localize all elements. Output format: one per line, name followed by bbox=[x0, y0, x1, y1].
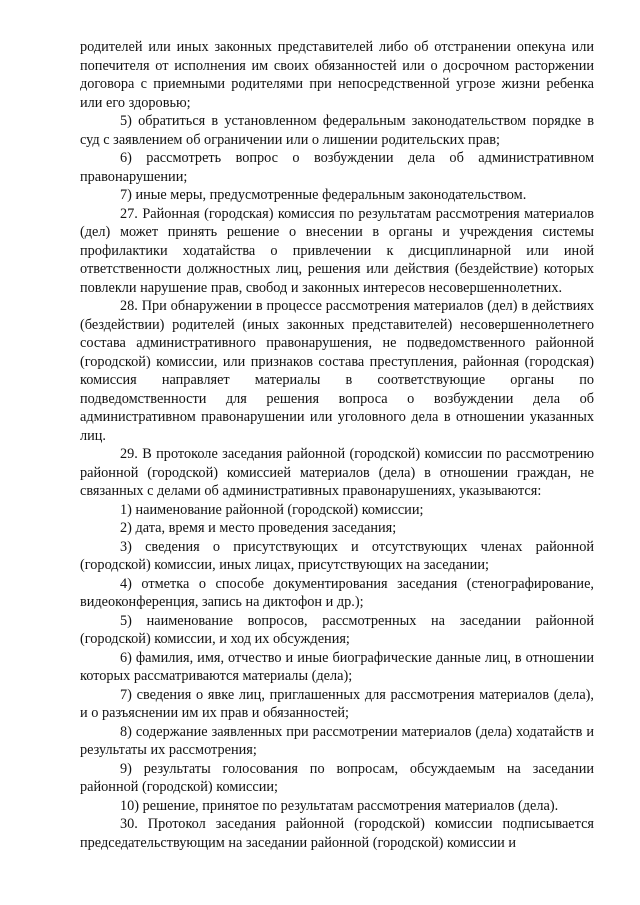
paragraph-list-item-3: 3) сведения о присутствующих и отсутствующих членах районной (городской) комиссии, иных лицах, присутствующих на заседании; bbox=[80, 538, 594, 573]
paragraph-list-item-8: 8) содержание заявленных при рассмотрении материалов (дела) ходатайств и результаты их рассмотрения; bbox=[80, 723, 594, 758]
paragraph-clause-27: 27. Районная (городская) комиссия по результатам рассмотрения материалов (дел) может принять решение о внесении в органы и учреждения системы профилактики ходатайства о привлечении к дисциплинарной или иной ответственности должностных лиц, решения или действия (бездействие) которых повлекли нарушение прав, свобод и законных интересов несовершеннолетних. bbox=[80, 205, 594, 296]
paragraph-clause-30: 30. Протокол заседания районной (городской) комиссии подписывается председательствующим на заседании районной (городской) комиссии и bbox=[80, 816, 594, 851]
paragraph-clause-28: 28. При обнаружении в процессе рассмотрения материалов (дел) в действиях (бездействии) родителей (иных законных представителей) несовершеннолетнего состава административного правонарушения, не подведомственного районной (городской) комиссии, или признаков состава преступления, районная (городская) комиссия направляет материалы в соответствующие органы по подведомственности для решения вопроса о возбуждении дела об административном правонарушении или уголовного дела в отношении указанных лиц. bbox=[80, 298, 594, 444]
document-page bbox=[80, 38, 594, 852]
paragraph-continuation: родителей или иных законных представителей либо об отстранении опекуна или попечителя от исполнения им своих обязанностей или о досрочном расторжении договора с приемными родителями при непосредственной угрозе жизни ребенка или его здоровью; bbox=[80, 39, 594, 111]
paragraph-clause-29: 29. В протоколе заседания районной (городской) комиссии по рассмотрению районной (городской) комиссией материалов (дела) в отношении граждан, не связанных с делами об административных правонарушениях, указываются: bbox=[80, 446, 594, 499]
paragraph-list-item-4: 4) отметка о способе документирования заседания (стенографирование, видеоконференция, запись на диктофон и др.); bbox=[80, 575, 594, 610]
paragraph-list-item-9: 9) результаты голосования по вопросам, обсуждаемым на заседании районной (городской) комиссии; bbox=[80, 760, 594, 795]
paragraph-list-item-2: 2) дата, время и место проведения заседания; bbox=[120, 520, 397, 536]
paragraph-list-item-5: 5) наименование вопросов, рассмотренных на заседании районной (городской) комиссии, и ход их обсуждения; bbox=[80, 612, 594, 647]
paragraph-list-item-7: 7) сведения о явке лиц, приглашенных для рассмотрения материалов (дела), и о разъяснении им их прав и обязанностей; bbox=[80, 686, 594, 721]
paragraph-list-item-1: 1) наименование районной (городской) комиссии; bbox=[120, 501, 424, 518]
paragraph-item-6: 6) рассмотреть вопрос о возбуждении дела об административном правонарушении; bbox=[80, 150, 594, 185]
paragraph-list-item-10: 10) решение, принятое по результатам рассмотрения материалов (дела). bbox=[120, 797, 559, 814]
paragraph-list-item-6: 6) фамилия, имя, отчество и иные биографические данные лиц, в отношении которых рассматриваются материалы (дела); bbox=[80, 649, 594, 684]
paragraph-item-5: 5) обратиться в установленном федеральным законодательством порядке в суд с заявлением об ограничении или о лишении родительских прав; bbox=[80, 113, 594, 148]
paragraph-item-7: 7) иные меры, предусмотренные федеральным законодательством. bbox=[120, 187, 527, 203]
